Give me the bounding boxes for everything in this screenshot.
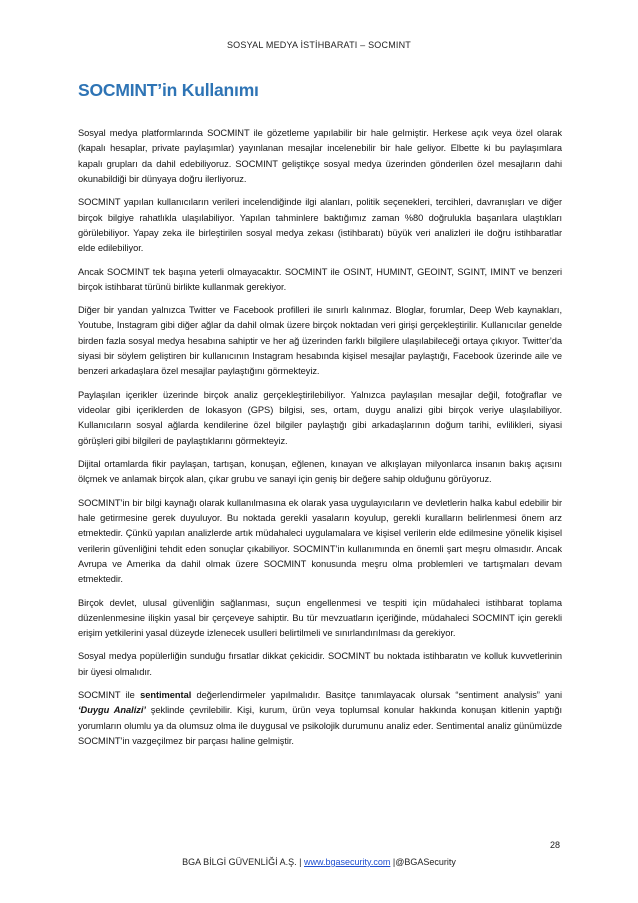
paragraph-5: Paylaşılan içerikler üzerinde birçok analiz gerçekleştirilebiliyor. Yalnızca paylaşılan mesajlar değil, fotoğraflar ve videolar gibi içeriklerden de lokasyon (GPS) bilgisi, ses, ortam, duygu analizi gibi birçok veriye ulaşılabiliyor. Kullanıcıların sosyal ağlarda kendilerine özel bilgiler paylaştığı gibi arkadaşlarının doğum tarihi, evlilikleri, siyasi görüşleri gibi bilgileri de paylaştıklarını görmekteyiz. (78, 389, 562, 446)
paragraph-10 (78, 688, 562, 749)
paragraph-10-part3: şeklinde çevrilebilir. Kişi, kurum, ürün veya toplumsal konular hakkında konuşan kitlenin yaptığı yorumların olumlu ya da olumsuz olma ile duygusal ve psikolojik durumunu analiz eder. Sentimental analiz günümüzde SOCMINT’in vazgeçilmez bir parçası haline gelmiştir. (78, 705, 562, 747)
footer-website-link[interactable]: www.bgasecurity.com (304, 857, 391, 867)
running-header: SOSYAL MEDYA İSTİHBARATI – SOCMINT (226, 40, 411, 50)
sentimental-bold: sentimental (140, 690, 192, 701)
paragraph-10-part2: değerlendirmeler yapılmalıdır. Basitçe tanımlayacak olursak “sentiment analysis” yani (191, 690, 562, 701)
footer-handle: |@BGASecurity (390, 857, 456, 867)
paragraph-4: Diğer bir yandan yalnızca Twitter ve Facebook profilleri ile sınırlı kalınmaz. Bloglar, forumlar, Deep Web kaynakları, Youtube, Instagram gibi diğer ağlar da dahil olmak üzere birçok noktadan veri girişi gerçekleştirilir. Kullanıcılar genelde birden fazla sosyal medya hesabına sahiptir ve her ağ üzerinden farklı bilgilere ulaşılabileceği ortaya çıkıyor. Twitter’da siyasi bir söylem geliştiren bir kullanıcının Instagram hesabında kişisel mesajlar paylaştığı, Facebook üzerinde aile ve benzeri arkadaşlara özel mesajlar paylaştığını görmekteyiz. (78, 305, 562, 377)
paragraph-9: Sosyal medya popülerliğin sunduğu fırsatlar dikkat çekicidir. SOCMINT bu noktada istihbaratın ve kolluk kuvvetlerinin bir üyesi olmalıdır. (78, 651, 562, 677)
section-title: SOCMINT’in Kullanımı (78, 80, 259, 100)
page-number: 28 (549, 840, 560, 850)
paragraph-6: Dijital ortamlarda fikir paylaşan, tartışan, konuşan, eğlenen, kınayan ve alkışlayan milyonlarca insanın bakış açısını ölçmek ve anlamak birçok alan, çıkar grubu ve sanayi için geniş bir değere sahip olduğunu görüyoruz. (78, 458, 562, 485)
body-text (78, 126, 562, 757)
paragraph-3: Ancak SOCMINT tek başına yeterli olmayacaktır. SOCMINT ile OSINT, HUMINT, GEOINT, SGINT, IMINT ve benzeri birçok istihbarat türünü birlikte kullanmak gerekiyor. (78, 266, 562, 292)
paragraph-8: Birçok devlet, ulusal güvenliğin sağlanması, suçun engellenmesi ve tespiti için müdahaleci istihbarat toplama düzenlenmesine ilişkin yasal bir çerçeveye sahiptir. Bu tür mevzuatların içeriğinde, müdahaleci SOCMINT için gerekli erişim yetkilerini yasal düzeyde izlenecek usulleri belirtilmeli ve sınırlandırılması da gerekiyor. (78, 597, 562, 639)
paragraph-7: SOCMINT’in bir bilgi kaynağı olarak kullanılmasına ek olarak yasa uygulayıcıların ve devletlerin halka kabul edebilir bir hale getirmesine gerek duyuluyor. Bu noktada gerekli yasaların koyulup, gerekli kuralların belirlenmesi önem arz etmektedir. Çünkü yapılan analizlerde artık müdahaleci uygulamalara ve kişisel verilerin elde edilmesine yönelik kişisel verilerin güvenliğini tehdit eden sonuçlar çıkabiliyor. SOCMINT’in kullanımında en önemli şart meşru olmasıdır. Ancak Avrupa ve Amerika da dahil olmak üzere SOCMINT konusunda meşru olma problemleri ve tartışmaları devam etmektedir. (78, 497, 562, 585)
duygu-analizi-bold: ‘Duygu Analizi’ (78, 705, 146, 716)
footer (0, 857, 638, 867)
paragraph-2: SOCMINT yapılan kullanıcıların verileri incelendiğinde ilgi alanları, politik seçenekleri, tercihleri, davranışları ve diğer birçok bilgiye rahatlıkla ulaşılabiliyor. Yapılan tahminlere baktığımız zaman %80 doğrulukla başarılara ulaştıkları görülebiliyor. Yapay zeka ile birleştirilen sosyal medya zekası (istihbaratı) büyük veri analizleri ile doğru istihbaratlar elde edilebiliyor. (78, 197, 562, 254)
footer-company: BGA BİLGİ GÜVENLİĞİ A.Ş. | (182, 857, 304, 867)
paragraph-1: Sosyal medya platformlarında SOCMINT ile gözetleme yapılabilir bir hale gelmiştir. Herkese açık veya özel olarak (kapalı hesaplar, private paylaşımlar) yayınlanan mesajlar incelenebilir bir hale geliyor. Elbette ki bu paylaşımlara kapalı grupları da dahil edebiliyoruz. SOCMINT geliştikçe sosyal medya üzerinden gönderilen özel mesajların dahi okunabildiği bir dünyaya doğru ilerliyoruz. (78, 128, 562, 185)
paragraph-10-part1: SOCMINT ile (78, 690, 141, 701)
